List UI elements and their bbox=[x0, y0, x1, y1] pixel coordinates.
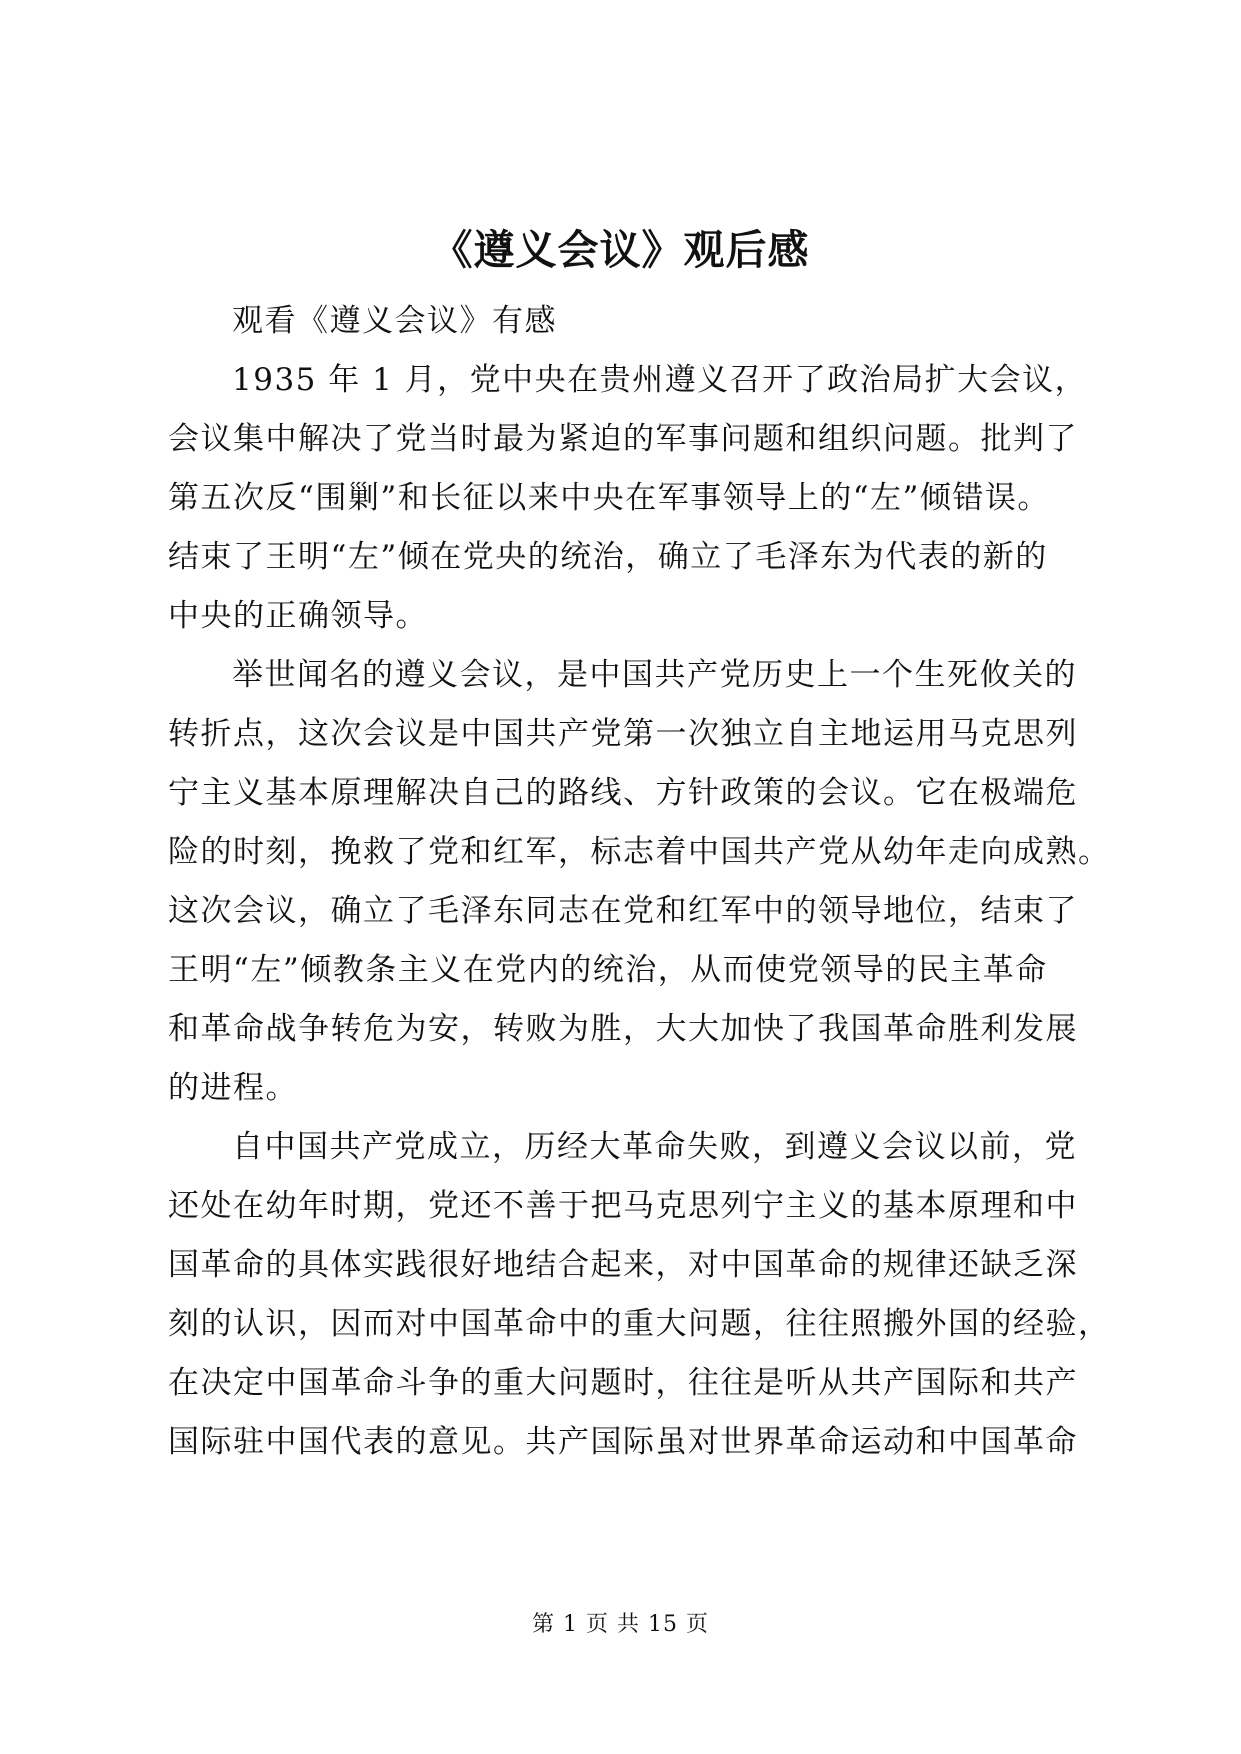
paragraph-line: 国革命的具体实践很好地结合起来，对中国革命的规律还缺乏深 bbox=[168, 1247, 1078, 1283]
paragraph-line: 和革命战争转危为安，转败为胜，大大加快了我国革命胜利发展 bbox=[168, 1011, 1078, 1047]
paragraph-line: 会议集中解决了党当时最为紧迫的军事问题和组织问题。批判了 bbox=[168, 421, 1078, 457]
paragraph-line: 自中国共产党成立，历经大革命失败，到遵义会议以前，党 bbox=[232, 1129, 1077, 1165]
paragraph-line: 第五次反“围剿”和长征以来中央在军事领导上的“左”倾错误。 bbox=[168, 480, 1050, 516]
page-footer: 第 1 页 共 15 页 bbox=[532, 1612, 709, 1637]
paragraph-line: 的进程。 bbox=[168, 1070, 298, 1106]
paragraph-line: 王明“左”倾教条主义在党内的统治，从而使党领导的民主革命 bbox=[168, 952, 1048, 988]
document-body bbox=[168, 292, 1111, 1472]
paragraph-line: 中央的正确领导。 bbox=[168, 598, 428, 634]
paragraph-line: 还处在幼年时期，党还不善于把马克思列宁主义的基本原理和中 bbox=[168, 1188, 1078, 1224]
subtitle-line: 观看《遵义会议》有感 bbox=[232, 303, 557, 339]
paragraph-line: 宁主义基本原理解决自己的路线、方针政策的会议。它在极端危 bbox=[168, 775, 1078, 811]
paragraph-line: 1935 年 1 月，党中央在贵州遵义召开了政治局扩大会议， bbox=[232, 362, 1088, 398]
paragraph-line: 结束了王明“左”倾在党央的统治，确立了毛泽东为代表的新的 bbox=[168, 539, 1048, 575]
paragraph-line: 刻的认识，因而对中国革命中的重大问题，往往照搬外国的经验， bbox=[168, 1306, 1111, 1342]
paragraph-line: 国际驻中国代表的意见。共产国际虽对世界革命运动和中国革命 bbox=[168, 1424, 1078, 1460]
paragraph-line: 举世闻名的遵义会议，是中国共产党历史上一个生死攸关的 bbox=[232, 657, 1077, 693]
paragraph-line: 这次会议，确立了毛泽东同志在党和红军中的领导地位，结束了 bbox=[168, 893, 1078, 929]
document-title: 《遵义会议》观后感 bbox=[431, 226, 810, 274]
paragraph-line: 在决定中国革命斗争的重大问题时，往往是听从共产国际和共产 bbox=[168, 1365, 1078, 1401]
paragraph-line: 险的时刻，挽救了党和红军，标志着中国共产党从幼年走向成熟。 bbox=[168, 834, 1111, 870]
paragraph-line: 转折点，这次会议是中国共产党第一次独立自主地运用马克思列 bbox=[168, 716, 1078, 752]
